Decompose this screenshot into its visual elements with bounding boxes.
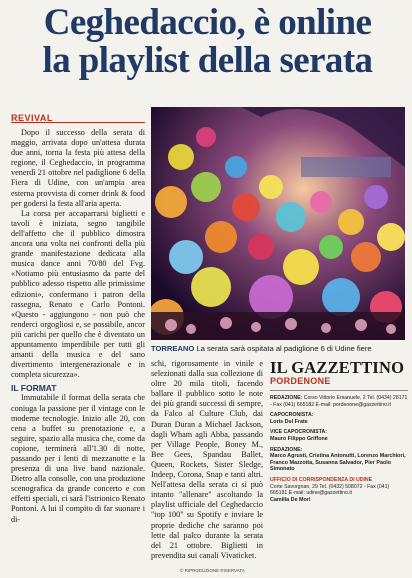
- redazione-block: [270, 395, 408, 408]
- masthead-title: IL GAZZETTINO: [270, 358, 405, 377]
- headline-line-2: la playlist della serata: [42, 40, 373, 81]
- redazione2-label: REDAZIONE:: [270, 446, 303, 453]
- vice-block: [270, 429, 408, 442]
- article-column-2: [151, 359, 263, 561]
- paragraph-4: schi, rigorosamente in vinile e selezionati dalla sua collezione di oltre 20 mila titoli, facendo ballare il pubblico sotto le note dei più grandi successi di sempre, da Falco al Culture Club, dai Duran Duran a Michael Jackson, dagli Wham agli Abba, passando per Village People, Boney M., Bee Gees, Spandau Ballet, Queen, Rockets, Sister Sledge, Indeep, Corona, Snap e tanti altri. Nell'attesa della serata ci si può intanto "allenare" ascoltando la playlist ufficiale del Ceghedaccio "top 100" su Spotify e inviare le proprie dediche che saranno poi lette dal palco durante la serata del 21 ottobre. Biglietti in prevendita sui canali Vivaticket.: [151, 359, 263, 560]
- masthead-edition: PORDENONE: [270, 376, 408, 391]
- article-column-1: [11, 128, 145, 525]
- ufficio-label: UFFICIO DI CORRISPONDENZA DI UDINE: [270, 476, 373, 483]
- paragraph-2: La corsa per accaparrarsi biglietti e tavoli è iniziata, segno tangibile dell'affetto che il pubblico dimostra ancora una volta nei confronti della più grande manifestazione dedicata alla musica dance anni 70/80 del Fvg. «Notiamo più entusiasmo da parte del pubblico adesso rispetto alle primissime edizioni», confermano i patron della rassegna, Renato e Carlo Pontoni. «Questo - aggiungono - non può che renderci orgogliosi e, se possibile, ancor più carichi per quello che è diventato un appuntamento imperdibile per tutti gli amanti della musica e del sano divertimento intergenerazionale e in completa sicurezza».: [11, 208, 145, 380]
- photo-caption: [151, 344, 409, 353]
- ufficio-text: Corte Savorgnan, 29 Tel. (0432) 508072 - Fax (041) 665181 E-mail: udine@gazzettino.it: [270, 483, 390, 497]
- vice-name: Mauro Filippo Griffone: [270, 435, 328, 442]
- vice-label: VICE CAPOCRONISTA:: [270, 429, 327, 436]
- balloons-crowd-illustration: [151, 107, 405, 340]
- caption-credit: TORREANO: [151, 344, 195, 353]
- redazione-label: REDAZIONE:: [270, 395, 303, 401]
- kicker-label: REVIVAL: [11, 113, 53, 123]
- capocronista-name: Loris Del Frate: [270, 418, 308, 425]
- paragraph-1: Dopo il successo della serata di maggio, arrivata dopo un'attesa durata due anni, torna la festa più attesa della regione, il Ceghedaccio, in programma venerdì 21 ottobre nel padiglione 6 della Fiera di Udine, con un'ampia area esterna provvista di corner drink & food per godersi la festa all'aria aperta.: [11, 128, 145, 208]
- ufficio-name: Camilla De Mori: [270, 496, 311, 503]
- redazione2-names: Marco Agrusti, Cristina Antonutti, Lorenzo Marchiori, Franco Mazzotta, Susanna Salvador, Pier Paolo Simonato: [270, 453, 406, 473]
- redazione2-block: [270, 447, 408, 473]
- paragraph-3: Immutabile il format della serata che coniuga la passione per il vintage con le moderne tecnologie. Inizio alle 20, con cena a buffet su prenotazione e, a seguire, spazio alla musica che, come da copione, terminerà all'1.30 di notte, passando per i lenti di mezzanotte e la presenza di una live band nazionale. Dietro alla consolle, con una produzione scenografica da grande concerto e con effetti speciali, ci sarà l'istrionico Renato Pontoni. A lui il compito di far suonare i di-: [11, 393, 145, 524]
- redazione-text: Corso Vittorio Emanuele, 2 Tel. (0434) 28171 - Fax (041) 665182 E-mail: pordenone@gazzettino.it: [270, 395, 408, 408]
- capocronista-block: [270, 412, 408, 425]
- caption-text: La serata sarà ospitata al padiglione 6 di Udine fiere: [196, 344, 372, 353]
- section-kicker: [11, 108, 145, 123]
- ufficio-block: [270, 477, 408, 503]
- capocronista-label: CAPOCRONISTA:: [270, 412, 314, 419]
- event-photo: [151, 107, 405, 340]
- subhead-format: IL FORMAT: [11, 383, 57, 394]
- headline-line-1: Ceghedaccio, è online: [43, 2, 372, 43]
- article-headline: [10, 4, 405, 80]
- copyright-footer: © RIPRODUZIONE RISERVATA: [180, 568, 245, 573]
- newspaper-masthead: [270, 359, 408, 503]
